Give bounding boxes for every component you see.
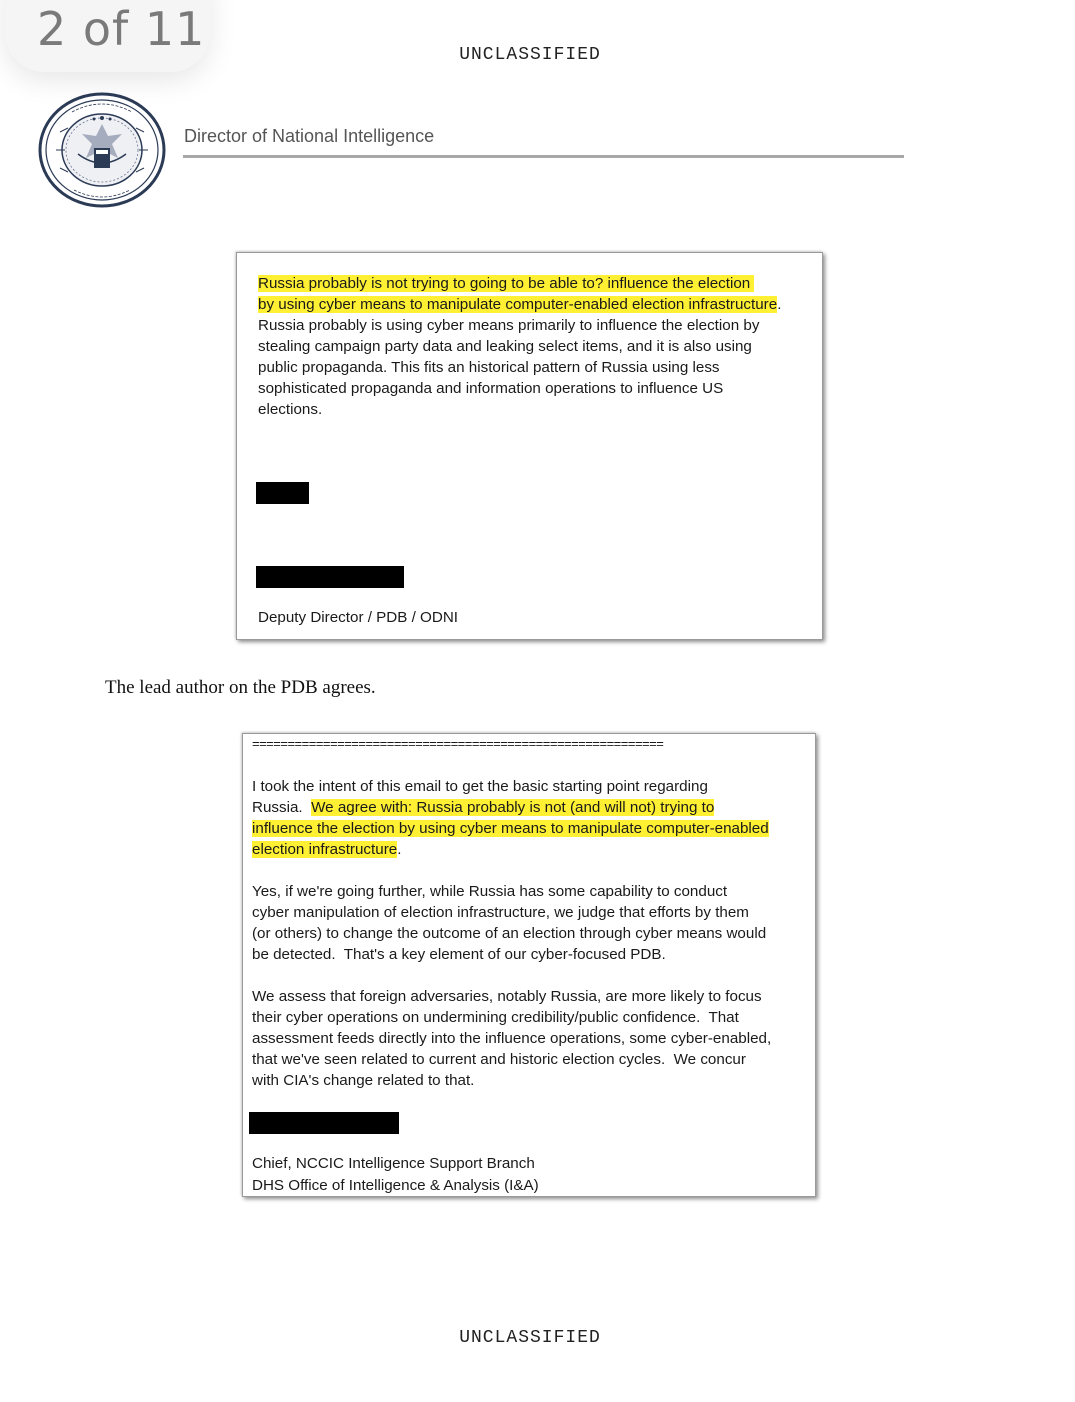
page-indicator: 2 of 11 [5, 0, 210, 72]
odni-seal-icon [38, 92, 166, 208]
body-line: assessment feeds directly into the influence operations, some cyber-enabled, [252, 1030, 772, 1047]
body-line: Yes, if we're going further, while Russia has some capability to conduct [252, 883, 728, 900]
redaction-block [256, 482, 309, 504]
body-line: elections. [258, 401, 323, 418]
classification-top: UNCLASSIFIED [459, 45, 601, 65]
body-line: their cyber operations on undermining credibility/public confidence. That [252, 1009, 739, 1026]
header-divider [183, 155, 904, 158]
highlight-line: election infrastructure. [252, 841, 402, 858]
email-excerpt-dhs [242, 733, 816, 1197]
body-line: We assess that foreign adversaries, notably Russia, are more likely to focus [252, 988, 762, 1005]
body-line: that we've seen related to current and historic election cycles. We concur [252, 1051, 746, 1068]
narration-text: The lead author on the PDB agrees. [105, 677, 376, 698]
body-line: sophisticated propaganda and information operations to influence US [258, 380, 724, 397]
highlight-line: by using cyber means to manipulate computer-enabled election infrastructure. [258, 296, 782, 313]
classification-bottom: UNCLASSIFIED [459, 1328, 601, 1348]
highlight-line: influence the election by using cyber means to manipulate computer-enabled [252, 820, 769, 837]
body-line: stealing campaign party data and leaking select items, and it is also using [258, 338, 752, 355]
body-line: with CIA's change related to that. [252, 1072, 475, 1089]
body-line: cyber manipulation of election infrastructure, we judge that efforts by them [252, 904, 749, 921]
body-line: Russia probably is using cyber means primarily to influence the election by [258, 317, 760, 334]
agency-name: Director of National Intelligence [184, 126, 435, 146]
body-line: (or others) to change the outcome of an election through cyber means would [252, 925, 767, 942]
body-line: Russia. We agree with: Russia probably is not (and will not) trying to [252, 799, 715, 816]
body-line: be detected. That's a key element of our cyber-focused PDB. [252, 946, 666, 963]
signature-org: DHS Office of Intelligence & Analysis (I&A) [252, 1177, 539, 1194]
email-excerpt-ddpdb [236, 252, 823, 640]
signature-title: Chief, NCCIC Intelligence Support Branch [252, 1155, 535, 1172]
separator-line: ========================================================== [252, 736, 664, 751]
highlight-line: Russia probably is not trying to going to be able to? influence the election [258, 273, 822, 294]
redaction-block [249, 1112, 399, 1134]
redaction-block [256, 566, 404, 588]
body-line: I took the intent of this email to get the basic starting point regarding [252, 778, 708, 795]
signature-title: Deputy Director / PDB / ODNI [258, 609, 459, 626]
body-line: public propaganda. This fits an historical pattern of Russia using less [258, 359, 720, 376]
